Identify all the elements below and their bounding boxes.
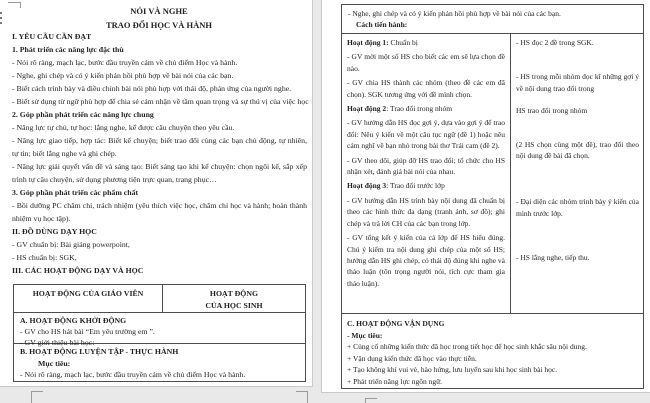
activity-a-line: - GV cho HS hát bài “Em yêu trường em ”. xyxy=(20,327,155,336)
two-column-row xyxy=(342,33,643,313)
table-header-row xyxy=(14,285,305,312)
doc-title xyxy=(0,4,318,32)
table-header-hs-line1: HOẠT ĐỘNG xyxy=(209,289,259,298)
body-line: - Nghe, ghi chép và có ý kiến phản hồi phù hợp về bài nói của các bạn. xyxy=(12,71,234,80)
table-header-hs-line2: CỦA HỌC SINH xyxy=(205,301,263,310)
activities-table-right xyxy=(341,4,644,389)
student-activities-cell xyxy=(511,34,643,313)
page-corner-mark xyxy=(307,391,308,403)
body-paragraph: - Bồi dưỡng PC chăm chỉ, trách nhiệm (yêu thích việc học, chăm chỉ học và hành; hoàn thành nhiệm vụ học tập). xyxy=(12,201,307,223)
teacher-activities-cell xyxy=(342,34,511,313)
doc-title-line1: NÓI VÀ NGHE xyxy=(130,6,188,16)
page-corner-mark xyxy=(365,398,366,403)
cach-tien-hanh-heading: Cách tiến hành: xyxy=(356,20,408,29)
hoat-dong-3-rest: : Trao đổi trước lớp xyxy=(386,181,445,191)
hs-paragraph: (2 HS chọn cùng một đề), trao đổi theo nội dung đề bài đã chọn. xyxy=(516,139,639,161)
table-header-cell-gv: HOẠT ĐỘNG CỦA GIÁO VIÊN xyxy=(14,285,163,312)
hoat-dong-3-label: Hoạt động 3 xyxy=(347,181,387,191)
body-paragraph: - Năng lực giải quyết vấn đề và sáng tạo: Biết sáng tạo khi kể chuyện: chọn ngôi kể, sắp xếp trình tự câu chuyện, sử dụng phương tiện trực quan, trang phục… xyxy=(12,162,307,184)
gv-paragraph: - GV hướng dẫn HS đọc gợi ý, dựa vào gợi ý để trao đổi: Nêu ý kiến về một câu tục ngữ (đề 1) hoặc nêu cảm nghĩ về bạn nhỏ trong bài thơ Trái cam (đề 2). xyxy=(347,118,505,151)
activity-c-line: + Phát triển năng lực ngôn ngữ. xyxy=(347,376,443,386)
section-heading: II. ĐỒ DÙNG DẠY HỌC xyxy=(12,227,97,236)
continuation-row xyxy=(342,5,643,33)
body-line: - Năng lực tự chủ, tự học: lắng nghe, kể được câu chuyện theo yêu cầu. xyxy=(12,123,235,132)
activity-c-muctieu: - Mục tiêu: xyxy=(347,330,383,340)
section-heading: I. YÊU CẦU CẦN ĐẠT xyxy=(12,32,92,41)
activity-a-heading: A. HOẠT ĐỘNG KHỞI ĐỘNG xyxy=(20,316,127,325)
activity-a-row xyxy=(14,312,305,347)
doc-body xyxy=(12,30,307,277)
activity-b-heading: B. HOẠT ĐỘNG LUYỆN TẬP - THỰC HÀNH xyxy=(20,347,179,356)
page-corner-mark xyxy=(31,391,43,392)
hoat-dong-1-label: Hoạt động 1: xyxy=(347,38,389,47)
activity-b-muctieu: Mục tiêu: xyxy=(38,358,71,368)
body-line: - Biết sử dụng từ ngữ phù hợp để chia sẻ cảm nhận về tầm quan trọng và sự thú vị của việc học xyxy=(12,97,309,106)
section-heading: III. CÁC HOẠT ĐỘNG DẠY VÀ HỌC xyxy=(12,266,144,275)
activity-b-line: - Nói rõ ràng, mạch lạc, bước đầu truyền cảm về chủ điểm Học và hành. xyxy=(20,370,246,379)
hs-paragraph: - HS lắng nghe, tiếp thu. xyxy=(516,253,590,263)
activity-b-row xyxy=(14,343,305,381)
activity-c-row xyxy=(342,313,643,390)
gv-paragraph: - GV hướng dẫn HS trình bày nội dung đã chuẩn bị theo các hình thức đa dạng (tranh ảnh, sơ đồ); ghi chép và trả lời CH của các bạn trong lớp. xyxy=(347,195,505,228)
hs-paragraph: - Đại diện các nhóm trình bày ý kiến của mình trước lớp. xyxy=(516,197,639,218)
hs-paragraph: - HS trong mỗi nhóm đọc kĩ những gợi ý về nội dung trao đổi trong xyxy=(516,72,639,93)
continuation-line: - Nghe, ghi chép và có ý kiến phản hồi phù hợp về bài nói của các bạn. xyxy=(348,9,561,18)
body-line: - Nói rõ ràng, mạch lạc, bước đầu truyền cảm về chủ điểm Học và hành. xyxy=(12,58,238,67)
body-paragraph: - Năng lực giao tiếp, hợp tác: Biết kể chuyện; biết trao đổi cùng các bạn chủ động, tự nhiên, tự tin; biết lắng nghe và ghi chép. xyxy=(12,136,307,158)
hoat-dong-1-rest: Chuẩn bị xyxy=(388,38,418,47)
activity-c-line: + Vận dụng kiến thức đã học vào thực tiễn. xyxy=(347,353,477,363)
gv-paragraph: - GV chia HS thành các nhóm (theo đề các em đã chọn). SGK tương ứng với đề mình chọn. xyxy=(347,78,505,99)
activities-table-left xyxy=(13,284,306,382)
activity-c-heading: C. HOẠT ĐỘNG VẬN DỤNG xyxy=(347,319,445,328)
hs-paragraph: HS trao đổi trong nhóm xyxy=(516,106,588,116)
hoat-dong-2-label: Hoạt động 2 xyxy=(347,104,387,114)
doc-title-line2: TRAO ĐỔI HỌC VÀ HÀNH xyxy=(105,20,213,30)
gv-paragraph: - GV tổng kết ý kiến của cả lớp để HS hiểu đúng. Chú ý kiểm tra nội dung ghi chép của một số HS; hướng dẫn HS ghi chép, có thái độ đúng khi nghe và thảo luận (tôn trọng người nói, tích cực tham gia thảo luận). xyxy=(347,233,506,288)
page-corner-mark xyxy=(365,398,377,399)
activity-c-line: + Củng cố những kiến thức đã học trong tiết học để học sinh khắc sâu nội dung. xyxy=(347,342,587,351)
body-line: - HS chuẩn bị: SGK, xyxy=(12,253,77,262)
gv-paragraph: - GV mời một số HS cho biết các em sẽ lựa chọn đề nào. xyxy=(347,52,505,73)
body-line: - GV chuẩn bị: Bài giảng powerpoint, xyxy=(12,240,130,249)
hs-paragraph: - HS đọc 2 đề trong SGK. xyxy=(516,38,594,47)
activity-a-line: - GV giới thiệu bài học: xyxy=(20,338,95,347)
subsection-heading: 2. Góp phần phát triển các năng lực chung xyxy=(12,110,154,119)
hoat-dong-2-rest: : Trao đổi trong nhóm xyxy=(386,104,453,114)
gv-paragraph: - GV theo dõi, giúp đỡ HS trao đổi; tổ chức cho HS nhận xét, đánh giá bài nói của nhau. xyxy=(347,155,505,177)
body-line: - Biết cách trình bày và điều chỉnh bài nói phù hợp với thái độ, phản ứng của người nghe. xyxy=(12,84,292,93)
page-corner-mark xyxy=(31,391,32,403)
subsection-heading: 1. Phát triển các năng lực đặc thù xyxy=(12,45,124,54)
activity-c-line: + Tạo không khí vui vẻ, hào hứng, lưu luyến sau khi học sinh bài học. xyxy=(347,365,558,374)
subsection-heading: 3. Góp phần phát triển các phẩm chất xyxy=(12,188,139,197)
table-header-cell-hs xyxy=(163,285,305,312)
